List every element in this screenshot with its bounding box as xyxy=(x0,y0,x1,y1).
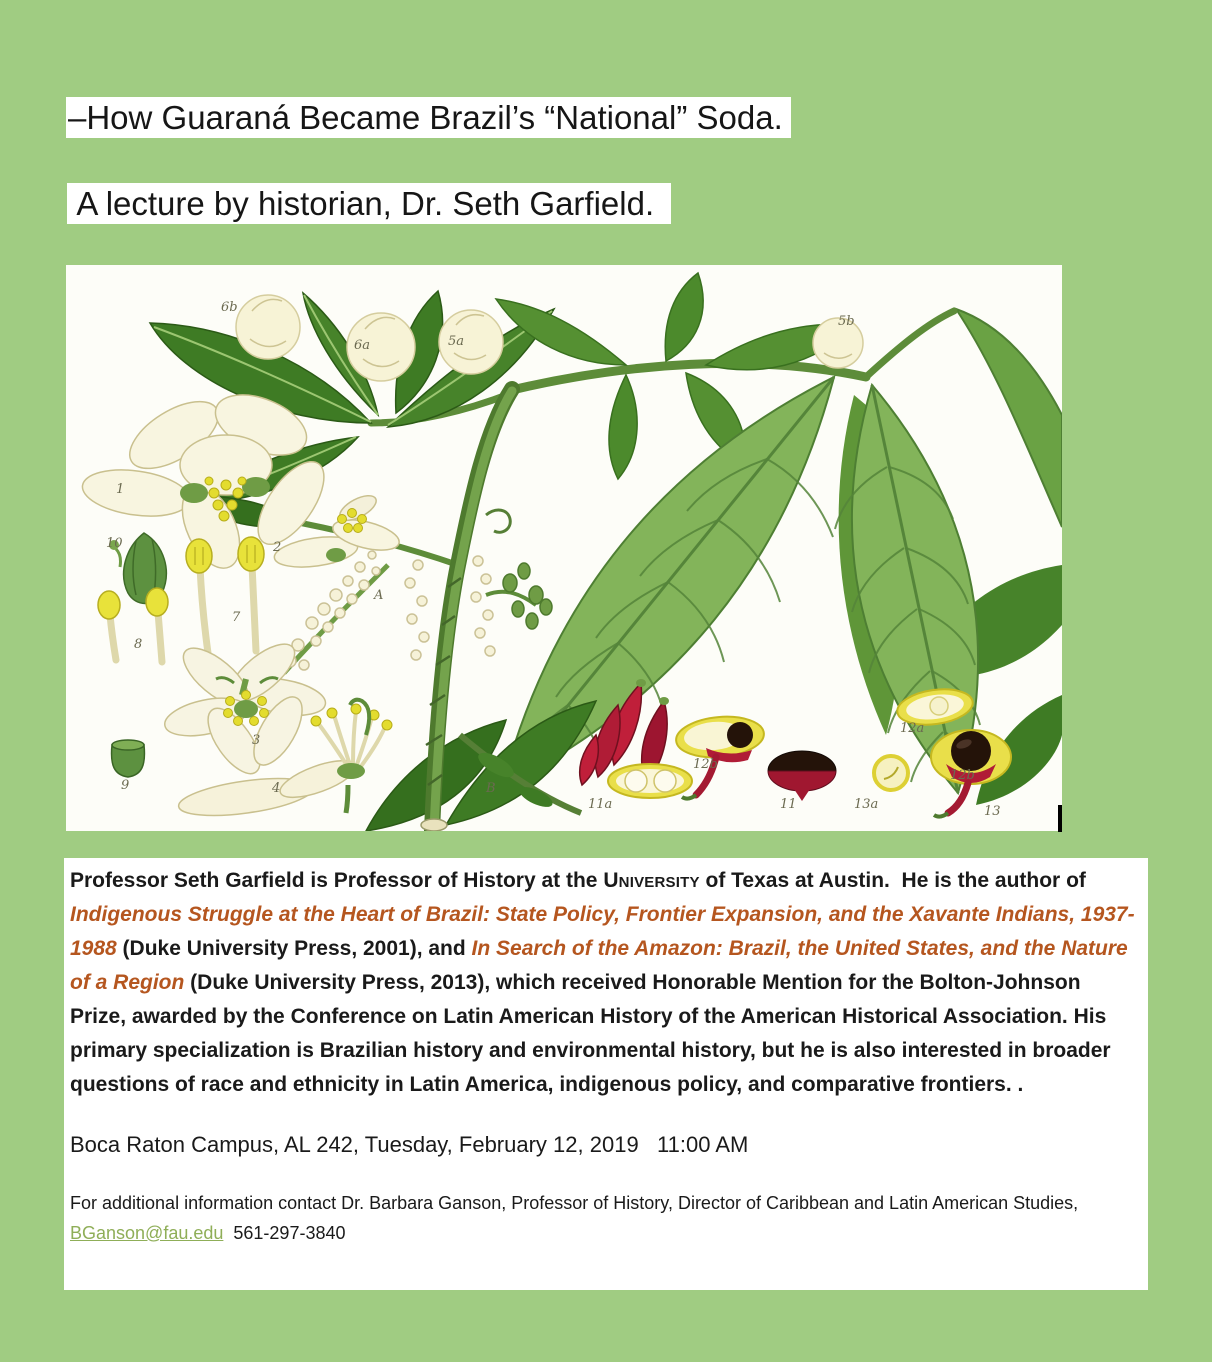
figure-label: 8 xyxy=(134,637,143,652)
flyer-subtitle: A lecture by historian, Dr. Seth Garfield. xyxy=(67,183,671,224)
bio-segment: Indigenous Struggle at the Heart of Brazil: State Policy, Frontier Expansion, and the Xavante Indians, 1937-1988 xyxy=(70,903,1135,960)
guarana-botanical-plate xyxy=(66,265,1062,831)
bio-paragraph xyxy=(70,864,1138,1102)
text-cursor xyxy=(1058,805,1062,832)
figure-label: 13 xyxy=(984,804,1001,819)
figure-label: 12b xyxy=(950,768,975,783)
figure-label: B xyxy=(486,781,496,796)
figure-label: 11 xyxy=(780,797,797,812)
figure-label: 11a xyxy=(588,797,613,812)
figure-label: 13a xyxy=(854,797,879,812)
figure-label: 2 xyxy=(273,540,282,555)
botanical-illustration xyxy=(66,265,1062,831)
contact-paragraph xyxy=(70,1188,1138,1248)
figure-label: 5b xyxy=(838,314,855,329)
figure-label: 6b xyxy=(221,300,238,315)
email-link[interactable]: BGanson@fau.edu xyxy=(70,1223,224,1243)
bio-segment: (Duke University Press, 2001), and xyxy=(116,937,472,960)
venue-line: Boca Raton Campus, AL 242, Tuesday, February 12, 2019 11:00 AM xyxy=(70,1132,749,1157)
pistil-cup-9 xyxy=(112,740,145,777)
bio-segment: (Duke University Press, 2013), which received Honorable Mention for the Bolton-Johnson Prize, awarded by the Conference on Latin American History of the American Historical Association. His primary specialization is Brazilian history and environmental history, but he is also interested in broader questions of race and ethnicity in Latin America, indigenous policy, and comparative frontiers. . xyxy=(70,971,1117,1096)
figure-label: 12b xyxy=(693,757,718,772)
bio-segment: In Search of the Amazon: Brazil, the United States, and the Nature of a Region xyxy=(70,937,1134,994)
flyer-title: –How Guaraná Became Brazil’s “National” Soda. xyxy=(66,97,791,138)
figure-label: 7 xyxy=(232,610,241,625)
contact-text-pre: For additional information contact Dr. Barbara Ganson, Professor of History, Director of Caribbean and Latin American Studies, xyxy=(70,1193,1084,1213)
bio-segment: University xyxy=(603,869,700,892)
contact-text-post: 561-297-3840 xyxy=(223,1223,346,1243)
figure-label: 1 xyxy=(116,482,125,497)
figure-label: 4 xyxy=(272,781,281,796)
figure-label: 12a xyxy=(900,721,925,736)
figure-label: 6a xyxy=(354,338,371,353)
figure-label: 3 xyxy=(252,733,261,748)
info-block xyxy=(64,858,1148,1290)
figure-label: A xyxy=(374,588,384,603)
bio-segment: Professor Seth Garfield is Professor of History at the xyxy=(70,869,604,892)
bio-segment: of Texas at Austin. He is the author of xyxy=(699,869,1092,892)
figure-label: 9 xyxy=(121,778,130,793)
figure-label: 10 xyxy=(106,536,123,551)
figure-label: 5a xyxy=(448,334,465,349)
